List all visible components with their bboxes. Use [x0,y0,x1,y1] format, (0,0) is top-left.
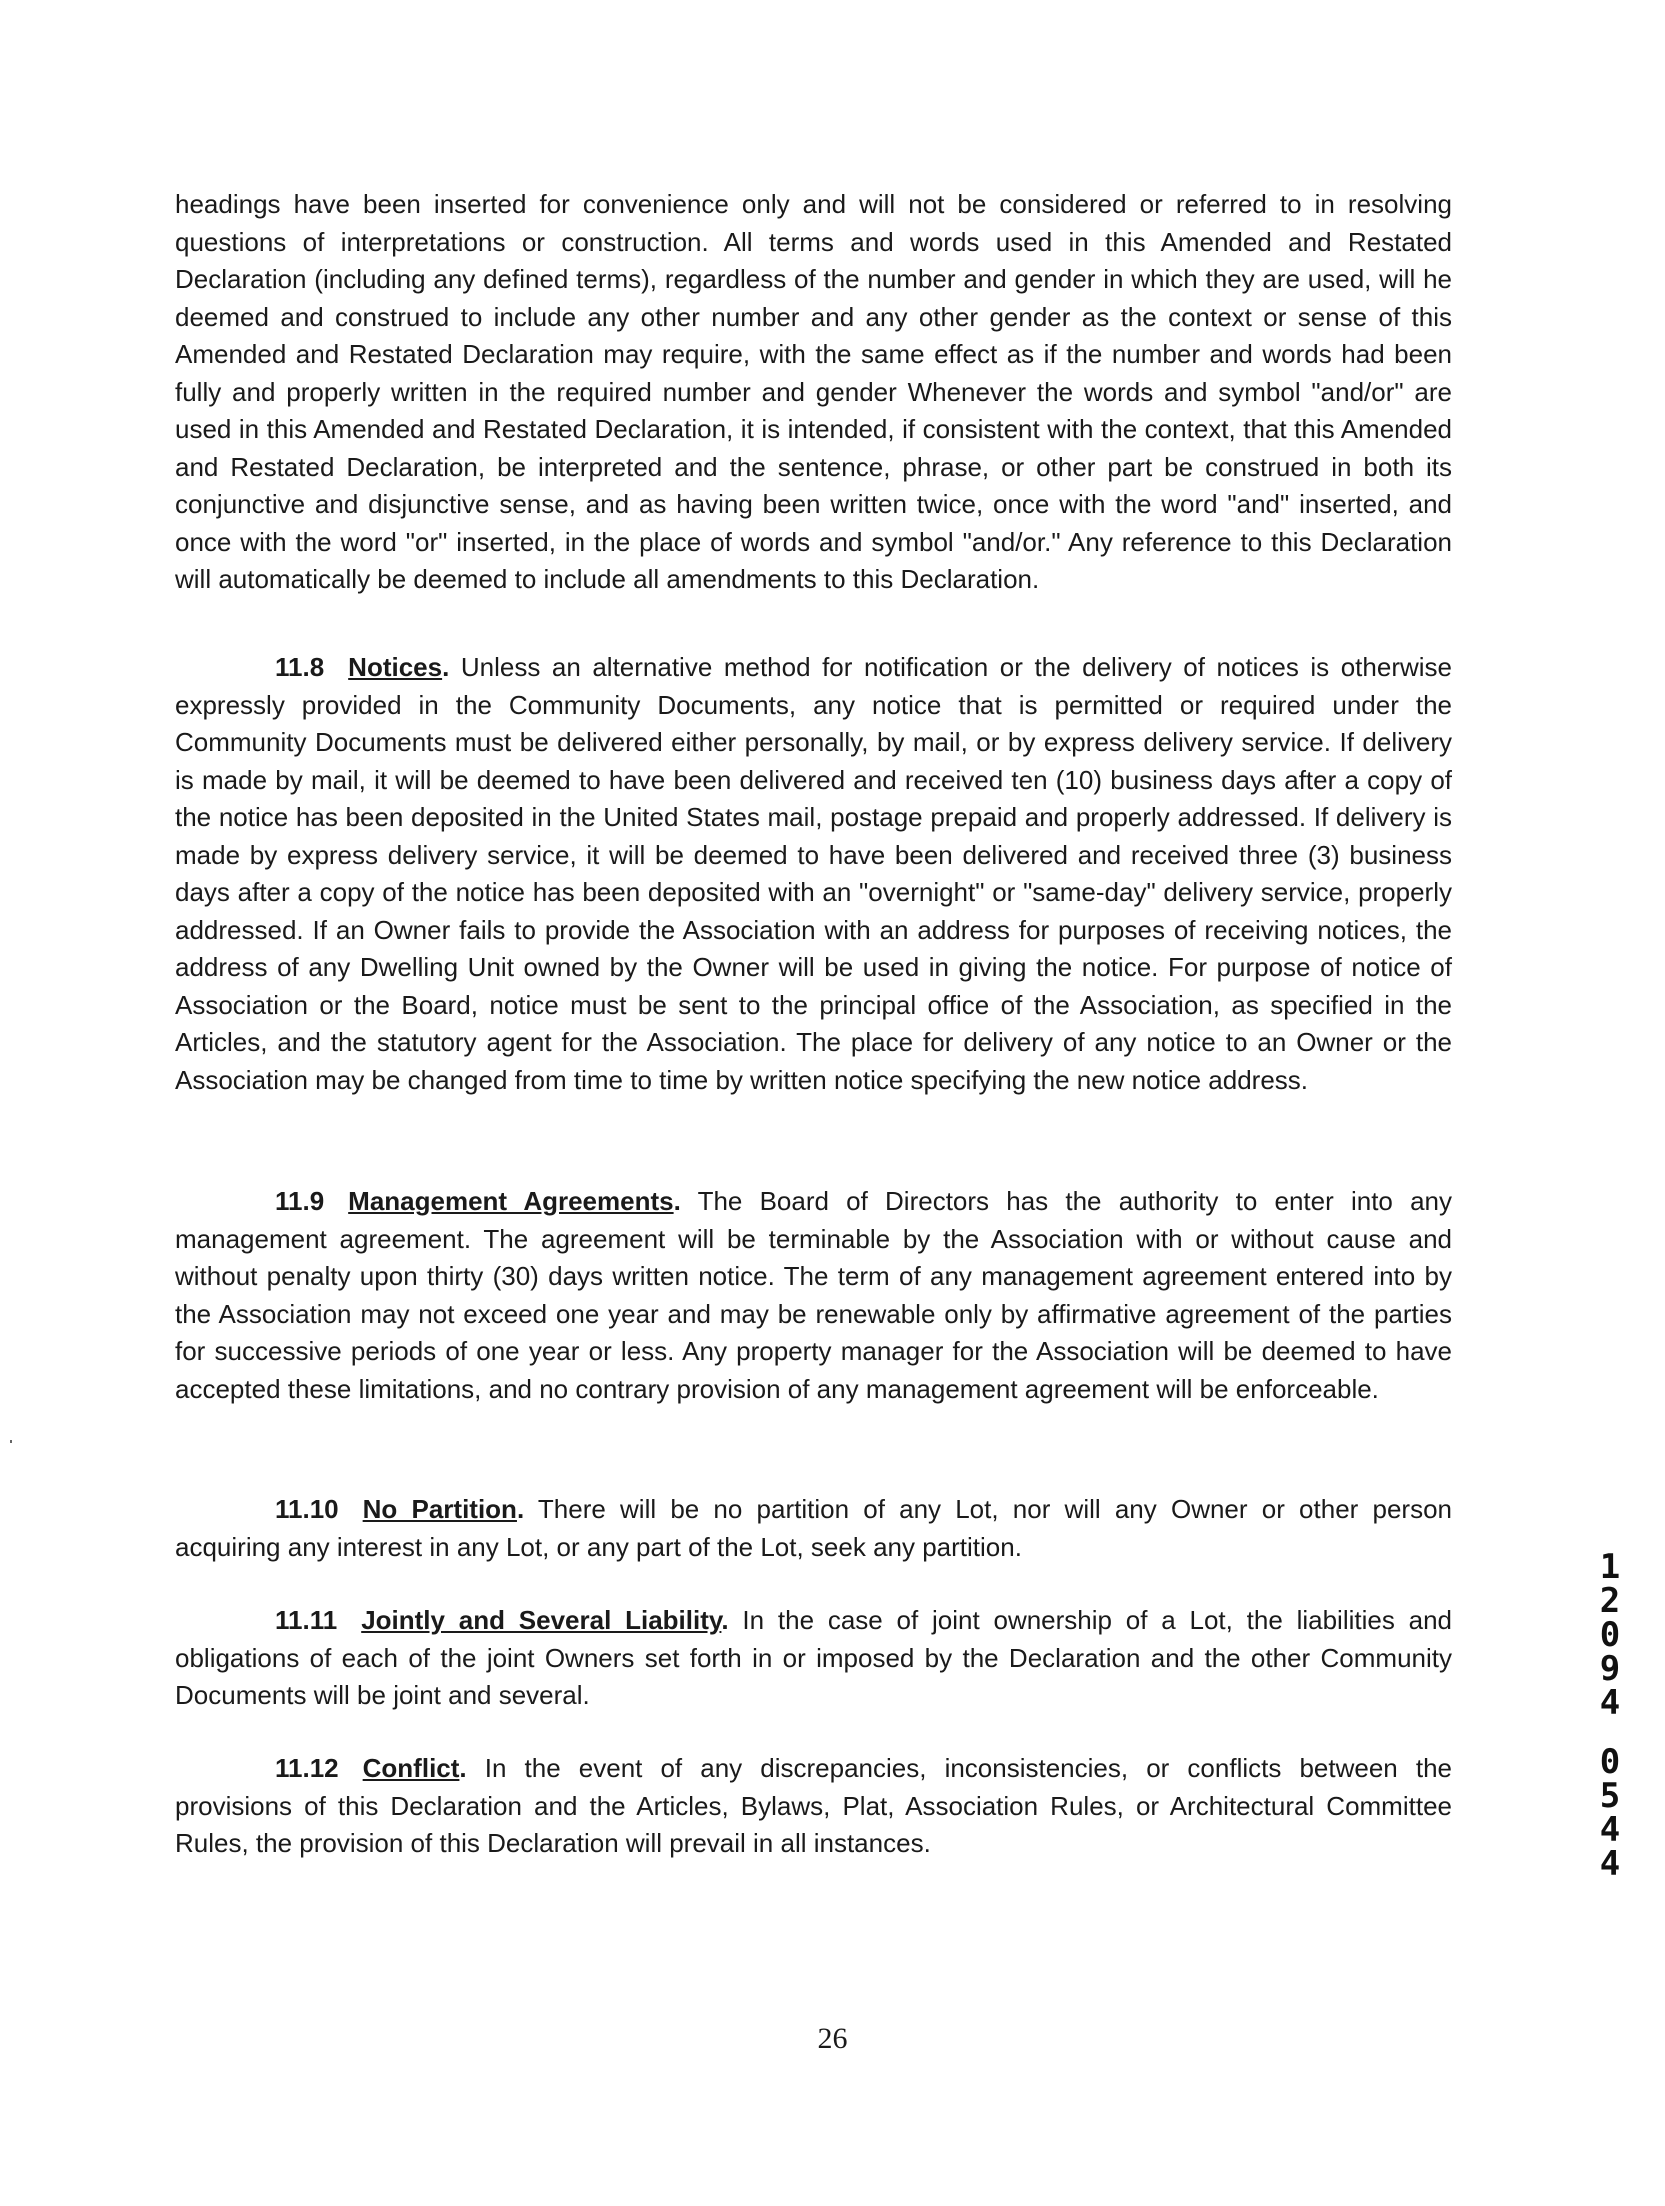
stamp-digit: 2 [1599,1581,1621,1621]
section-11-8 [175,649,1452,1099]
section-title: Management Agreements [348,1186,674,1216]
section-number: 11.10 [275,1494,339,1524]
recording-stamp-upper [1588,1547,1632,1723]
section-title: Jointly and Several Liability [361,1605,722,1635]
stamp-digit: 4 [1599,1844,1621,1884]
scan-artifact [10,1440,12,1443]
section-title-punct: . [673,1186,681,1216]
section-title: Notices [348,652,443,682]
recording-stamp-lower [1588,1742,1632,1884]
section-number: 11.12 [275,1753,339,1783]
section-text: In the event of any discrepancies, inconsistencies, or conflicts between the provisions of this Declaration and the Articles, Bylaws, Plat, Association Rules, or Architectural Committee Rules, the provision of this Declaration will prevail in all instances. [175,1753,1452,1858]
section-11-12 [175,1750,1452,1863]
section-11-11 [175,1602,1452,1715]
section-number: 11.11 [275,1605,338,1635]
stamp-digit: 1 [1599,1547,1621,1587]
intro-paragraph: headings have been inserted for convenience only and will not be considered or referred to in resolving questions of interpretations or construction. All terms and words used in this Amended and Restated Declaration (including any defined terms), regardless of the number and gender in which they are used, will he deemed and construed to include any other number and any other gender as the context or sense of this Amended and Restated Declaration may require, with the same effect as if the number and words had been fully and properly written in the required number and gender Whenever the words and symbol "and/or" are used in this Amended and Restated Declaration, it is intended, if consistent with the context, that this Amended and Restated Declaration, be interpreted and the sentence, phrase, or other part be construed in both its conjunctive and disjunctive sense, and as having been written twice, once with the word "and" inserted, and once with the word "or" inserted, in the place of words and symbol "and/or." Any reference to this Declaration will automatically be deemed to include all amendments to this Declaration. [175,189,1452,594]
section-11-9 [175,1183,1452,1408]
section-text: In the case of joint ownership of a Lot, the liabilities and obligations of each of the joint Owners set forth in or imposed by the Declaration and the other Community Documents will be joint and several. [175,1605,1452,1710]
section-title: Conflict [362,1753,460,1783]
section-number: 11.9 [275,1186,325,1216]
section-text: The Board of Directors has the authority to enter into any management agreement. The agreement will be terminable by the Association with or without cause and without penalty upon thirty (30) days written notice. The term of any management agreement entered into by the Association may not exceed one year and may be renewable only by affirmative agreement of the parties for successive periods of one year or less. Any property manager for the Association will be deemed to have accepted these limitations, and no contrary provision of any management agreement will be enforceable. [175,1186,1452,1404]
section-title-punct: . [721,1605,729,1635]
section-title-punct: . [442,652,450,682]
section-number: 11.8 [275,652,325,682]
section-text: Unless an alternative method for notification or the delivery of notices is otherwise expressly provided in the Community Documents, any notice that is permitted or required under the Community Documents must be delivered either personally, by mail, or by express delivery service. If delivery is made by mail, it will be deemed to have been delivered and received ten (10) business days after a copy of the notice has been deposited in the United States mail, postage prepaid and properly addressed. If delivery is made by express delivery service, it will be deemed to have been delivered and received three (3) business days after a copy of the notice has been deposited with an "overnight" or "same-day" delivery service, properly addressed. If an Owner fails to provide the Association with an address for purposes of receiving notices, the address of any Dwelling Unit owned by the Owner will be used in giving the notice. For purpose of notice of Association or the Board, notice must be sent to the principal office of the Association, as specified in the Articles, and the statutory agent for the Association. The place for delivery of any notice to an Owner or the Association may be changed from time to time by written notice specifying the new notice address. [175,652,1452,1095]
stamp-digit: 9 [1599,1649,1621,1689]
page-number: 26 [817,2022,848,2055]
stamp-digit: 5 [1599,1776,1621,1816]
stamp-digit: 0 [1599,1615,1621,1655]
stamp-digit: 4 [1599,1683,1621,1723]
section-title: No Partition [362,1494,517,1524]
section-11-10 [175,1491,1452,1566]
section-title-punct: . [516,1494,525,1524]
section-text: There will be no partition of any Lot, nor will any Owner or other person acquiring any interest in any Lot, or any part of the Lot, seek any partition. [175,1494,1452,1562]
stamp-digit: 0 [1599,1742,1621,1782]
section-title-punct: . [459,1753,467,1783]
stamp-digit: 4 [1599,1810,1621,1850]
